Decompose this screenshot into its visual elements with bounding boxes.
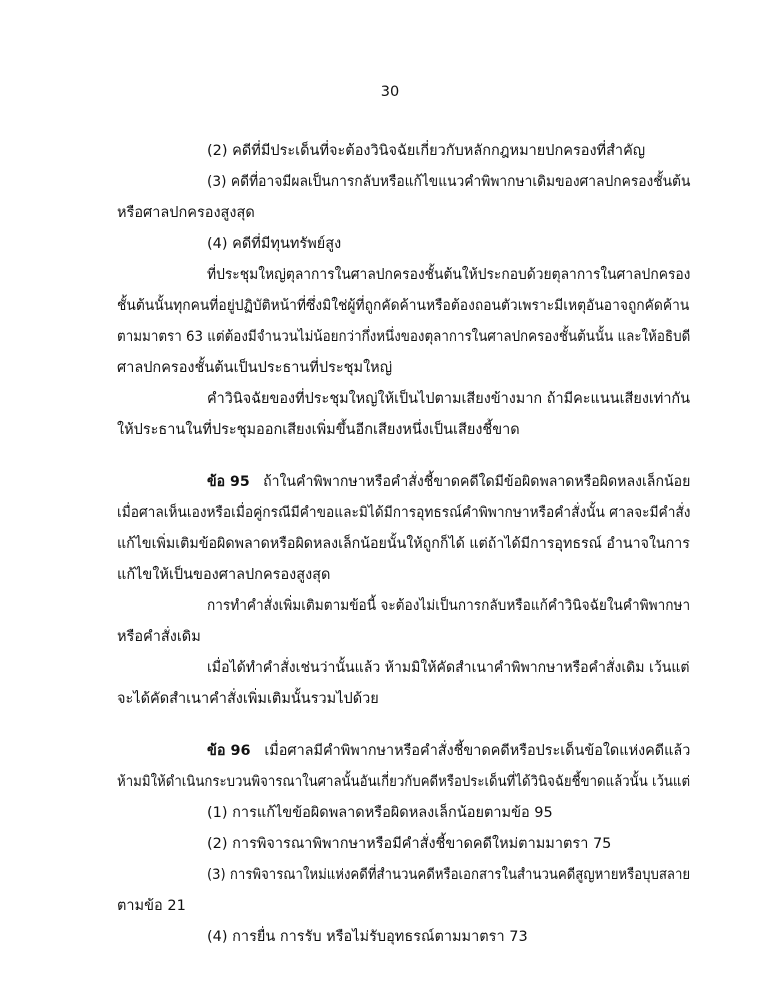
- article-95-label: ข้อ 95: [207, 474, 250, 490]
- paragraph-line: แก้ไขเพิ่มเติมข้อผิดพลาดหรือผิดหลงเล็กน้อยนั้นให้ถูกก็ได้ แต่ถ้าได้มีการอุทธรณ์ อำนาจในการ: [117, 536, 690, 552]
- article-96-item-1: (1) การแก้ไขข้อผิดพลาดหรือผิดหลงเล็กน้อยตามข้อ 95: [207, 805, 553, 821]
- item-3: (3) คดีที่อาจมีผลเป็นการกลับหรือแก้ไขแนวคำพิพากษาเดิมของศาลปกครองชั้นต้น: [207, 174, 691, 190]
- paragraph-line: ห้ามมิให้ดำเนินกระบวนพิจารณาในศาลนั้นอันเกี่ยวกับคดีหรือประเด็นที่ได้วินิจฉัยชี้ขาดแล้วนั้น เว้นแต่: [117, 774, 691, 790]
- paragraph-line: หรือคำสั่งเดิม: [117, 629, 201, 645]
- article-96-item-3-continued: ตามข้อ 21: [117, 898, 186, 914]
- paragraph-line: ให้ประธานในที่ประชุมออกเสียงเพิ่มขึ้นอีกเสียงหนึ่งเป็นเสียงชี้ขาด: [117, 422, 520, 438]
- article-96-label: ข้อ 96: [207, 743, 251, 759]
- item-4: (4) คดีที่มีทุนทรัพย์สูง: [207, 236, 342, 252]
- item-2: (2) คดีที่มีประเด็นที่จะต้องวินิจฉัยเกี่ยวกับหลักกฎหมายปกครองที่สำคัญ: [207, 143, 646, 159]
- paragraph-line: ชั้นต้นนั้นทุกคนที่อยู่ปฏิบัติหน้าที่ซึ่งมิใช่ผู้ที่ถูกคัดค้านหรือต้องถอนตัวเพราะมีเหตุอันอาจถูกคัดค้าน: [117, 298, 690, 314]
- paragraph-line: เมื่อศาลเห็นเองหรือเมื่อคู่กรณีมีคำขอและมิได้มีการอุทธรณ์คำพิพากษาหรือคำสั่งนั้น ศาลจะมีคำสั่ง: [117, 505, 691, 521]
- article-95-first-line: [207, 472, 690, 492]
- paragraph-line: ตามมาตรา 63 แต่ต้องมีจำนวนไม่น้อยกว่ากึ่งหนึ่งของตุลาการในศาลปกครองชั้นต้นนั้น และให้อธิบดี: [117, 329, 691, 345]
- paragraph-line: จะได้คัดสำเนาคำสั่งเพิ่มเติมนั้นรวมไปด้วย: [117, 691, 379, 707]
- item-3-continued: หรือศาลปกครองสูงสุด: [117, 205, 255, 221]
- page-number: 30: [380, 84, 400, 100]
- paragraph-line: เมื่อได้ทำคำสั่งเช่นว่านั้นแล้ว ห้ามมิให้คัดสำเนาคำพิพากษาหรือคำสั่งเดิม เว้นแต่: [207, 660, 690, 676]
- article-96-item-2: (2) การพิจารณาพิพากษาหรือมีคำสั่งชี้ขาดคดีใหม่ตามมาตรา 75: [207, 836, 612, 852]
- paragraph-line: การทำคำสั่งเพิ่มเติมตามข้อนี้ จะต้องไม่เป็นการกลับหรือแก้คำวินิจฉัยในคำพิพากษา: [207, 598, 691, 614]
- article-96-text: เมื่อศาลมีคำพิพากษาหรือคำสั่งชี้ขาดคดีหรือประเด็นข้อใดแห่งคดีแล้ว: [264, 743, 691, 759]
- paragraph-line: แก้ไขให้เป็นของศาลปกครองสูงสุด: [117, 567, 331, 583]
- paragraph-line: ที่ประชุมใหญ่ตุลาการในศาลปกครองชั้นต้นให้ประกอบด้วยตุลาการในศาลปกครอง: [207, 267, 691, 283]
- article-95-text: ถ้าในคำพิพากษาหรือคำสั่งชี้ขาดคดีใดมีข้อผิดพลาดหรือผิดหลงเล็กน้อย: [263, 474, 691, 490]
- paragraph-line: คำวินิจฉัยของที่ประชุมใหญ่ให้เป็นไปตามเสียงข้างมาก ถ้ามีคะแนนเสียงเท่ากัน: [207, 391, 691, 407]
- article-96-item-4: (4) การยื่น การรับ หรือไม่รับอุทธรณ์ตามมาตรา 73: [207, 929, 528, 945]
- paragraph-line: ศาลปกครองชั้นต้นเป็นประธานที่ประชุมใหญ่: [117, 360, 393, 376]
- article-96-first-line: [207, 741, 690, 761]
- article-96-item-3: (3) การพิจารณาใหม่แห่งคดีที่สำนวนคดีหรือเอกสารในสำนวนคดีสูญหายหรือบุบสลาย: [207, 867, 691, 883]
